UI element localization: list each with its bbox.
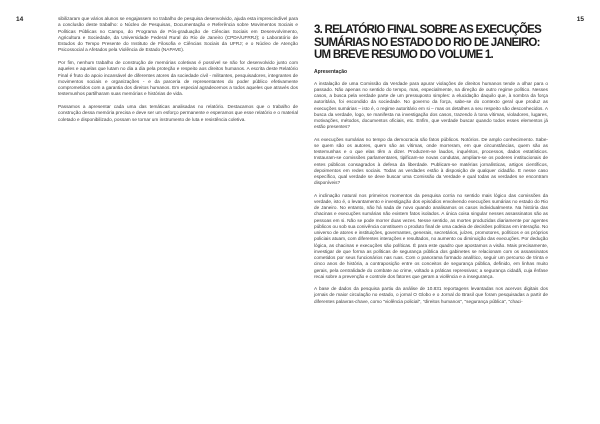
left-paragraph: Por fim, nenhum trabalho de construção de memórias coletivas é possível se não for desenvolvido junto com aqueles e aquelas que lutam no dia a dia pela proteção e respeito aos direitos humanos. A escrita deste Relatório Final é fruto do apoio incansável de diferentes atores da sociedade civil - militantes, pesquisadores, integrantes de movimentos sociais e organizações - e da parceria de representantes do poder público efetivamente comprometidos com a garantia dos direitos humanos. Em especial agradecemos a todos aqueles que através dos testemunhos partilharam suas memórias e histórias de vida. — [58, 60, 298, 97]
left-paragraph: Passamos a apresentar cada uma das temáticas analisadas no relatório. Destacamos que o trabalho de construção dessa memória precisa e deve ser um esforço permanente e esperamos que esse relatório e o material coletado e disponibilizado, possam se tornar um instrumento de luta e resistência coletiva. — [58, 104, 298, 122]
chapter-title: 3. RELATÓRIO FINAL SOBRE AS EXECUÇÕES SUMÁRIAS NO ESTADO DO RIO DE JANEIRO: UM BREVE RESUMO DO VOLUME 1. — [314, 24, 541, 61]
left-page-body — [58, 16, 298, 129]
right-page-body — [314, 16, 548, 311]
right-paragraph: A inclinação natural nos primeiros momentos da pesquisa corria no sentido mais lógico das comissões da verdade, isto é, o levantamento e investigação dos episódios envolvendo execuções sumárias no estado do Rio de Janeiro. No entanto, não há nada de novo quando analisamos os casos individualmente. Na história das chacinas e execuções sumárias não existem fatos isolados. A única coisa singular nesses assassinatos são as pessoas em si. Não se pode morrer duas vezes. Nesse sentido, as mortes produzidas diariamente por agentes públicos ou sob sua conivência constituem o produto final de uma cadeia de decisões políticas em interação. No universo de atores e instituições, governantes, generais, secretários, juízes, promotores, políticos e os próprios policiais atuam, com diferentes interações e resultados, no aumento ou diminuição das execuções. Por dedução lógica, as chacinas e execuções são políticas. É para este quadro que apostamos a visão. Mais precisamente, investigar de que forma as políticas de segurança pública dos gabinetes se relacionam com os assassinatos cometidos por seus funcionários nas ruas. Com o panorama formado analítico, seguir um percurso de trinta e cinco anos de história, a contraposição entre os conceitos de segurança pública, definido, em linhas muito gerais, pela centralidade do combate ao crime, voltado a práticas repressivas; a segurança cidadã, cuja ênfase recai sobre a prevenção e controle dos fatores que geram a violência e a insegurança. — [314, 192, 548, 279]
left-paragraph: sibilizaram que vários alunos se engajassem no trabalho de pesquisa desenvolvido, ajuda esta imprescindível para a conclusão deste trabalho: o Núcleo de Pesquisas, Documentação e Referência sobre Movimentos Sociais e Políticas Públicas no Campo, do Programa de Pós-graduação de Ciências Sociais em Desenvolvimento, Agricultura e Sociedade, da Universidade Federal Rural do Rio de Janeiro (CPDA/UFRRJ); o Laboratório de Estudos do Tempo Presente do Instituto de Filosofia e Ciências Sociais da UFRJ; e o Núcleo de Atenção Psicossocial a Afetados pela Violência de Estado (NAPAVE). — [58, 16, 298, 53]
section-heading: Apresentação — [314, 68, 348, 75]
right-paragraph: A instalação de uma Comissão da Verdade para apurar violações de direitos humanos tende a olhar para o passado. Não apenas no sentido do tempo, mas, especialmente, na direção de outro regime político. Nesses casos, a busca pela verdade parte de um pressuposto simples: a elucidação daquilo que, à sombra da força autoritária, foi escondido da sociedade. No governo da força, sabe-se do contexto geral que produz as execuções sumárias – isto é, o regime autoritário em si – mas os detalhes a seu respeito são desconhecidos. A busca da verdade, logo, se manifesta na investigação dos casos, trazendo à tona vítimas, violadores, lugares, motivações, métodos, documentos oficiais, etc. Enfim, que verdade buscar quando todos esses elementos já estão presentes? — [314, 80, 548, 130]
right-paragraph: A base de dados da pesquisa partiu da análise de 10.831 reportagens levantadas nos acervos digitais dos jornais de maior circulação no estado, o jornal O Globo e o Jornal do Brasil que foram pesquisadas a partir de diferentes palavras-chave, como "violência policial", "direitos humanos", "segurança pública", "chaci- — [314, 286, 548, 304]
right-paragraph: As execuções sumárias no tempo da democracia são fatos públicos. Notórios. De amplo conhecimento. Sabe-se quem são os autores, quem são as vítimas, onde morreram, em que circunstâncias, quem são as testemunhas e o que elas têm a dizer. Produzem-se laudos, inquéritos, processos, dados estatísticos. Instauram-se comissões parlamentares, tipificam-se novas condutas, ampliam-se os poderes institucionais de entes públicos consagrados à defesa da liberdade. Publicam-se matérias jornalísticas, artigos científicos, depoimentos em redes sociais. Todas as verdades estão à disposição de qualquer cidadão. E nesse caso específico, qual verdade se deve buscar uma Comissão da Verdade e qual todas as verdades se encontram disponíveis? — [314, 136, 548, 186]
page-number-right: 15 — [576, 16, 584, 23]
page-number-left: 14 — [16, 16, 24, 23]
